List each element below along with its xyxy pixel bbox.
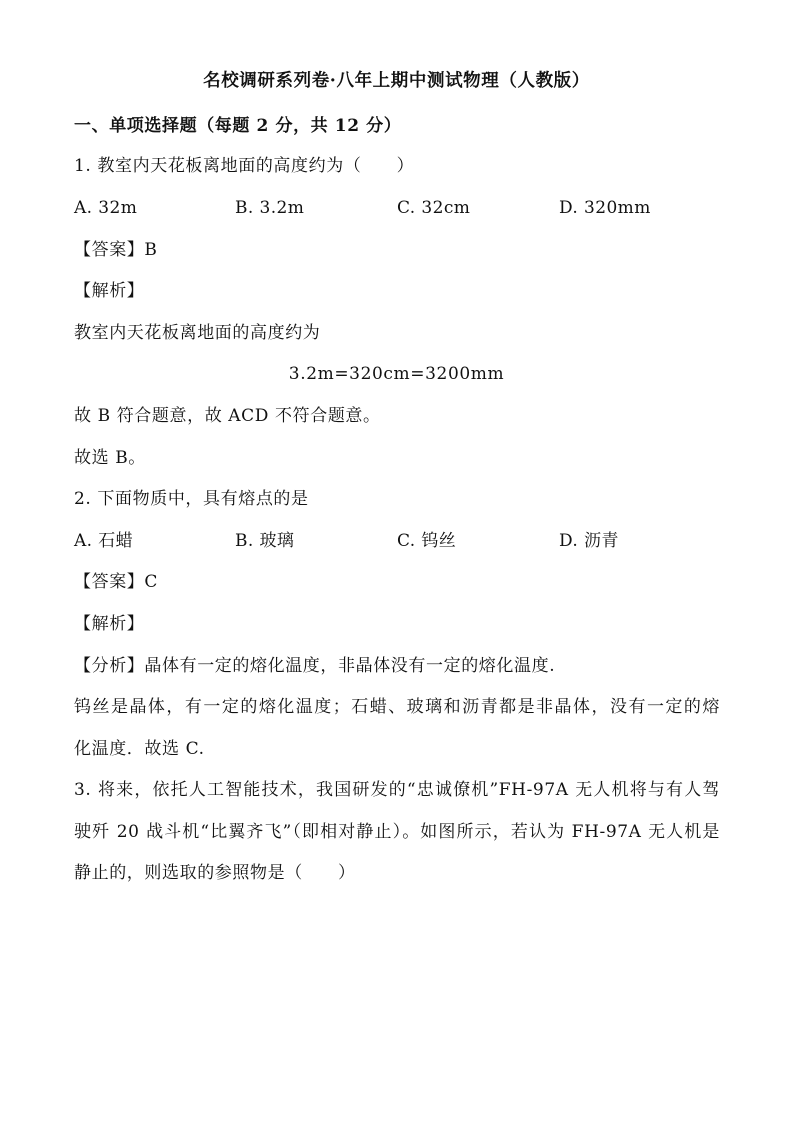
q1-analysis-formula: 3.2m=320cm=3200mm <box>288 364 505 384</box>
q1-analysis-line: 教室内天花板离地面的高度约为 <box>74 323 321 343</box>
q2-analysis-label: 【解析】 <box>74 614 145 634</box>
q1-option-b: B. 3.2m <box>235 198 305 218</box>
q2-option-c: C. 钨丝 <box>397 531 457 551</box>
q1-question: 1. 教室内天花板离地面的高度约为（ ） <box>74 156 415 176</box>
q2-analysis-line: 钨丝是晶体，有一定的熔化温度；石蜡、玻璃和沥青都是非晶体，没有一定的熔 <box>74 697 720 717</box>
q1-answer: 【答案】B <box>74 240 158 260</box>
q2-option-b: B. 玻璃 <box>235 531 295 551</box>
q1-analysis-line: 故 B 符合题意，故 ACD 不符合题意。 <box>74 406 381 426</box>
q1-option-a: A. 32m <box>74 198 138 218</box>
q2-analysis-line: 【分析】晶体有一定的熔化温度，非晶体没有一定的熔化温度. <box>74 656 556 676</box>
q3-question-line: 静止的，则选取的参照物是（ ） <box>74 863 356 883</box>
q1-analysis-label: 【解析】 <box>74 281 145 301</box>
page-title: 名校调研系列卷·八年上期中测试物理（人教版） <box>203 71 590 91</box>
q2-answer: 【答案】C <box>74 572 159 592</box>
q2-option-d: D. 沥青 <box>559 531 619 551</box>
q2-analysis-line: 化温度．故选 C. <box>74 739 205 759</box>
q2-question: 2. 下面物质中，具有熔点的是 <box>74 489 309 509</box>
q3-question-line: 3. 将来，依托人工智能技术，我国研发的“忠诚僚机”FH-97A 无人机将与有人驾 <box>74 780 720 800</box>
q1-option-d: D. 320mm <box>559 198 651 218</box>
q1-analysis-line: 故选 B。 <box>74 448 146 468</box>
q3-question-line: 驶歼 20 战斗机“比翼齐飞”（即相对静止）。如图所示，若认为 FH-97A 无人机是 <box>74 822 720 842</box>
q1-option-c: C. 32cm <box>397 198 471 218</box>
section-heading: 一、单项选择题（每题 2 分，共 12 分） <box>74 116 402 136</box>
q2-option-a: A. 石蜡 <box>74 531 134 551</box>
